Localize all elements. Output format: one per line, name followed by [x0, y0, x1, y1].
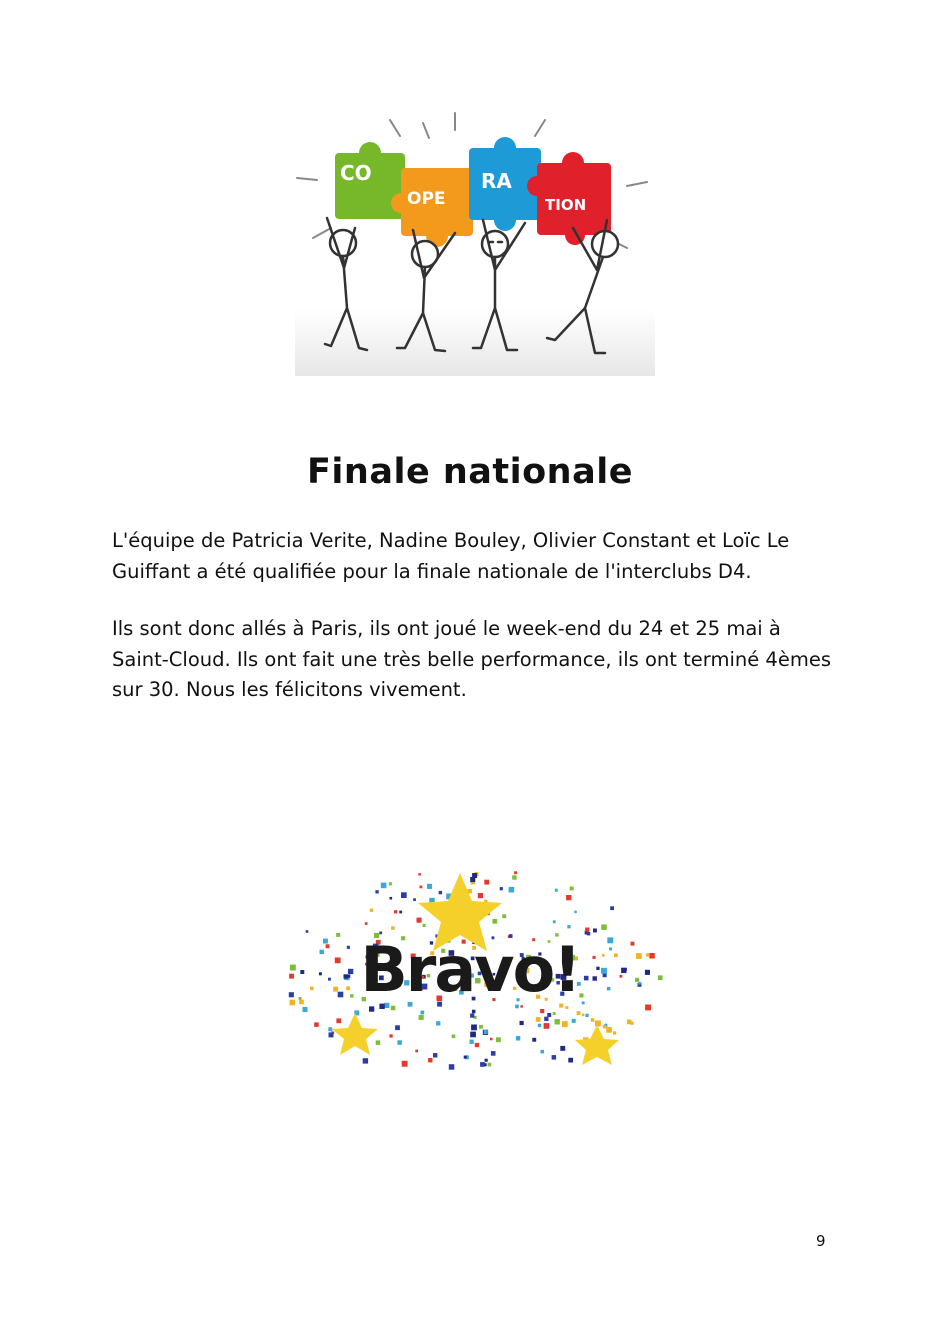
confetti-piece	[593, 929, 597, 933]
confetti-piece	[439, 891, 442, 894]
puzzle-label-tion: TION	[545, 196, 587, 214]
confetti-piece	[449, 1064, 455, 1070]
confetti-piece	[570, 887, 574, 891]
confetti-piece	[645, 970, 650, 975]
confetti-piece	[402, 1061, 408, 1067]
confetti-piece	[603, 973, 607, 977]
confetti-piece	[470, 1040, 474, 1044]
page-title: Finale nationale	[307, 452, 633, 492]
confetti-piece	[566, 1006, 569, 1009]
confetti-piece	[389, 1034, 392, 1037]
confetti-piece	[544, 1023, 550, 1029]
confetti-piece	[413, 898, 416, 901]
confetti-piece	[577, 1011, 581, 1015]
puzzle-piece-tion	[527, 152, 611, 245]
confetti-piece	[344, 974, 348, 978]
bravo-illustration	[255, 833, 685, 1091]
confetti-piece	[323, 939, 328, 944]
confetti-piece	[319, 972, 322, 975]
confetti-piece	[514, 871, 517, 874]
confetti-piece	[389, 882, 392, 885]
confetti-piece	[290, 1000, 296, 1006]
confetti-piece	[516, 1036, 520, 1040]
confetti-piece	[512, 875, 516, 879]
confetti-piece	[568, 1058, 573, 1063]
confetti-piece	[631, 942, 635, 946]
confetti-piece	[335, 958, 341, 964]
confetti-piece	[610, 906, 614, 910]
confetti-piece	[541, 1050, 545, 1054]
confetti-piece	[427, 884, 432, 889]
confetti-piece	[582, 1001, 585, 1004]
confetti-piece	[314, 1022, 319, 1027]
confetti-piece	[289, 974, 294, 979]
confetti-piece	[645, 1005, 651, 1011]
confetti-piece	[401, 892, 407, 898]
confetti-piece	[452, 1035, 456, 1039]
confetti-piece	[472, 873, 477, 878]
confetti-piece	[375, 890, 378, 893]
confetti-piece	[479, 1025, 483, 1029]
confetti-piece	[553, 1012, 556, 1015]
confetti-piece	[614, 953, 618, 957]
confetti-piece	[646, 953, 649, 956]
confetti-piece	[593, 976, 597, 980]
puzzle-label-ope: OPE	[407, 189, 446, 209]
confetti-piece	[363, 1058, 368, 1063]
confetti-piece	[547, 1013, 551, 1017]
confetti-piece	[394, 910, 397, 913]
confetti-piece	[326, 944, 330, 948]
confetti-piece	[289, 992, 294, 997]
confetti-piece	[421, 1011, 425, 1015]
confetti-piece	[555, 889, 558, 892]
confetti-piece	[595, 1021, 601, 1027]
confetti-piece	[470, 1014, 474, 1018]
confetti-piece	[299, 997, 302, 1000]
confetti-piece	[567, 925, 570, 928]
confetti-piece	[532, 1038, 536, 1042]
page-number: 9	[816, 1232, 826, 1250]
confetti-piece	[436, 1021, 440, 1025]
puzzle-piece-ope	[391, 168, 473, 247]
star-small-right-icon	[575, 1025, 619, 1065]
confetti-piece	[607, 937, 613, 943]
confetti-piece	[395, 1025, 400, 1030]
confetti-piece	[329, 1032, 334, 1037]
confetti-piece	[299, 1000, 304, 1005]
confetti-piece	[480, 1062, 485, 1067]
confetti-piece	[609, 947, 612, 950]
confetti-piece	[350, 994, 353, 997]
paragraph-team: L'équipe de Patricia Verite, Nadine Bouley, Olivier Constant et Loïc Le Guiffant a été qualifiée pour la finale nationale de l'interclubs D4.	[112, 529, 790, 583]
confetti-piece	[500, 887, 503, 890]
confetti-piece	[536, 1017, 541, 1022]
confetti-piece	[381, 883, 387, 889]
confetti-piece	[552, 1055, 557, 1060]
confetti-piece	[484, 1030, 488, 1034]
confetti-piece	[635, 978, 639, 982]
confetti-piece	[390, 897, 393, 900]
bravo-text: Bravo!	[360, 933, 580, 1006]
confetti-piece	[540, 1009, 544, 1013]
confetti-piece	[560, 1046, 565, 1051]
confetti-piece	[601, 924, 607, 930]
confetti-piece	[399, 911, 402, 914]
confetti-piece	[488, 1063, 492, 1067]
confetti-piece	[391, 926, 395, 930]
confetti-piece	[346, 986, 350, 990]
confetti-piece	[579, 993, 583, 997]
confetti-piece	[347, 946, 350, 949]
confetti-piece	[470, 1032, 476, 1038]
confetti-piece	[478, 893, 483, 898]
confetti-piece	[365, 922, 368, 925]
confetti-piece	[484, 880, 489, 885]
confetti-piece	[638, 982, 641, 985]
confetti-piece	[613, 1031, 616, 1034]
confetti-piece	[620, 975, 623, 978]
confetti-piece	[485, 1059, 488, 1062]
confetti-piece	[471, 1025, 477, 1031]
cooperation-illustration	[255, 108, 685, 376]
confetti-piece	[290, 965, 296, 971]
confetti-piece	[601, 968, 607, 974]
confetti-piece	[300, 970, 304, 974]
confetti-piece	[417, 918, 422, 923]
confetti-piece	[574, 911, 577, 914]
confetti-piece	[376, 1040, 381, 1045]
confetti-piece	[593, 956, 596, 959]
confetti-piece	[603, 1025, 607, 1029]
confetti-piece	[502, 914, 506, 918]
confetti-piece	[320, 950, 324, 954]
confetti-piece	[591, 1018, 595, 1022]
confetti-piece	[418, 873, 421, 876]
confetti-piece	[333, 987, 338, 992]
confetti-piece	[369, 1006, 374, 1011]
confetti-piece	[553, 920, 556, 923]
confetti-piece	[310, 987, 314, 991]
confetti-piece	[607, 987, 611, 991]
confetti-piece	[423, 924, 426, 927]
confetti-piece	[433, 1053, 437, 1057]
confetti-piece	[587, 932, 590, 935]
paragraph-result: Ils sont donc allés à Paris, ils ont joué le week-end du 24 et 25 mai à Saint-Cloud. Ils ont fait une très belle performance, ils ont terminé 4èmes sur 30. Nous les félicitons vivement.	[112, 617, 831, 701]
confetti-piece	[397, 1040, 402, 1045]
confetti-piece	[566, 895, 571, 900]
confetti-piece	[328, 1027, 332, 1031]
confetti-piece	[496, 1037, 501, 1042]
confetti-piece	[649, 953, 655, 959]
confetti-piece	[490, 1038, 493, 1041]
confetti-piece	[306, 930, 309, 933]
confetti-piece	[420, 886, 423, 889]
confetti-piece	[464, 1056, 467, 1059]
confetti-piece	[658, 975, 663, 980]
confetti-piece	[509, 887, 515, 893]
confetti-piece	[555, 1019, 560, 1024]
confetti-piece	[544, 1017, 548, 1021]
confetti-piece	[370, 909, 373, 912]
confetti-piece	[492, 919, 497, 924]
confetti-piece	[630, 1022, 633, 1025]
confetti-piece	[562, 1021, 568, 1027]
confetti-piece	[491, 1051, 496, 1056]
puzzle-label-ra: RA	[481, 169, 512, 193]
confetti-piece	[582, 1014, 585, 1017]
confetti-piece	[328, 978, 331, 981]
confetti-piece	[520, 1021, 524, 1025]
confetti-piece	[348, 969, 353, 974]
confetti-piece	[475, 1043, 479, 1047]
confetti-piece	[584, 976, 589, 981]
confetti-piece	[391, 1006, 396, 1011]
confetti-piece	[428, 1058, 432, 1062]
confetti-piece	[596, 967, 599, 970]
confetti-piece	[336, 933, 340, 937]
confetti-piece	[538, 1024, 541, 1027]
confetti-piece	[415, 1050, 418, 1053]
confetti-piece	[572, 1019, 576, 1023]
confetti-piece	[336, 1018, 341, 1023]
puzzle-label-co: CO	[340, 161, 372, 185]
confetti-piece	[585, 1014, 588, 1017]
confetti-piece	[624, 968, 627, 971]
confetti-piece	[585, 928, 589, 932]
confetti-piece	[472, 1010, 476, 1014]
confetti-piece	[636, 953, 642, 959]
confetti-piece	[419, 1015, 424, 1020]
confetti-piece	[602, 954, 605, 957]
confetti-piece	[303, 1007, 308, 1012]
confetti-piece	[606, 1027, 612, 1033]
confetti-piece	[338, 992, 344, 998]
